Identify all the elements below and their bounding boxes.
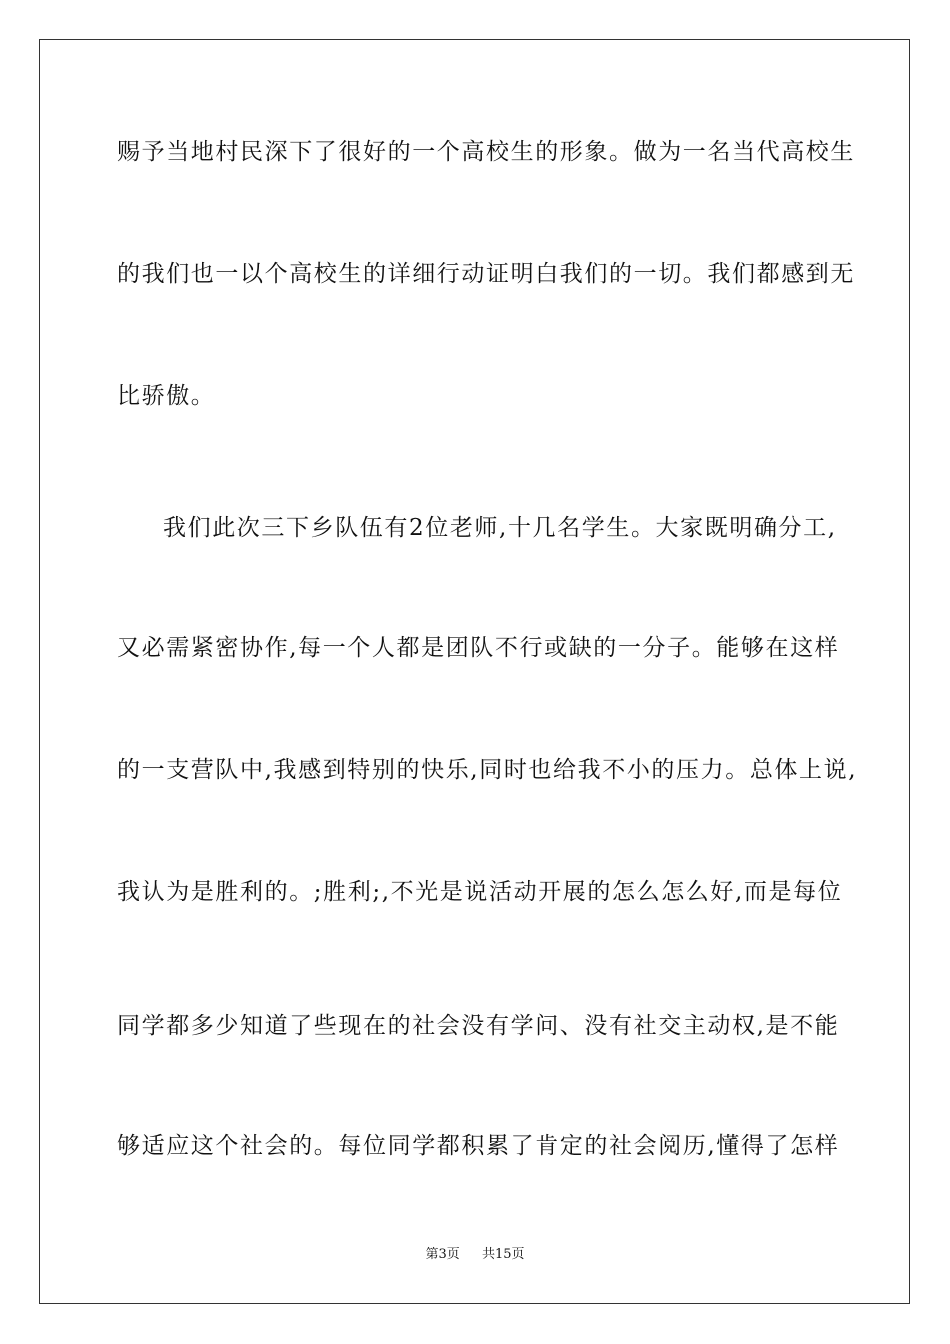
text-line-4: 我们此次三下乡队伍有2位老师,十几名学生。大家既明确分工, bbox=[163, 515, 837, 541]
text-line-8: 同学都多少知道了些现在的社会没有学问、没有社交主动权,是不能 bbox=[117, 1013, 840, 1039]
page-number: 第3页 bbox=[425, 1247, 460, 1262]
page-border bbox=[39, 39, 910, 1304]
text-line-3: 比骄傲。 bbox=[117, 383, 216, 409]
text-line-5: 又必需紧密协作,每一个人都是团队不行或缺的一分子。能够在这样 bbox=[117, 635, 840, 661]
text-line-7: 我认为是胜利的。;胜利;,不光是说活动开展的怎么怎么好,而是每位 bbox=[117, 879, 843, 905]
page-footer bbox=[0, 1246, 950, 1264]
text-line-2: 的我们也一以个高校生的详细行动证明白我们的一切。我们都感到无 bbox=[117, 261, 855, 287]
text-line-6: 的一支营队中,我感到特别的快乐,同时也给我不小的压力。总体上说, bbox=[117, 757, 858, 783]
text-line-9: 够适应这个社会的。每位同学都积累了肯定的社会阅历,懂得了怎样 bbox=[117, 1133, 840, 1159]
page-total: 共15页 bbox=[482, 1247, 525, 1262]
text-line-1: 赐予当地村民深下了很好的一个高校生的形象。做为一名当代高校生 bbox=[117, 139, 855, 165]
